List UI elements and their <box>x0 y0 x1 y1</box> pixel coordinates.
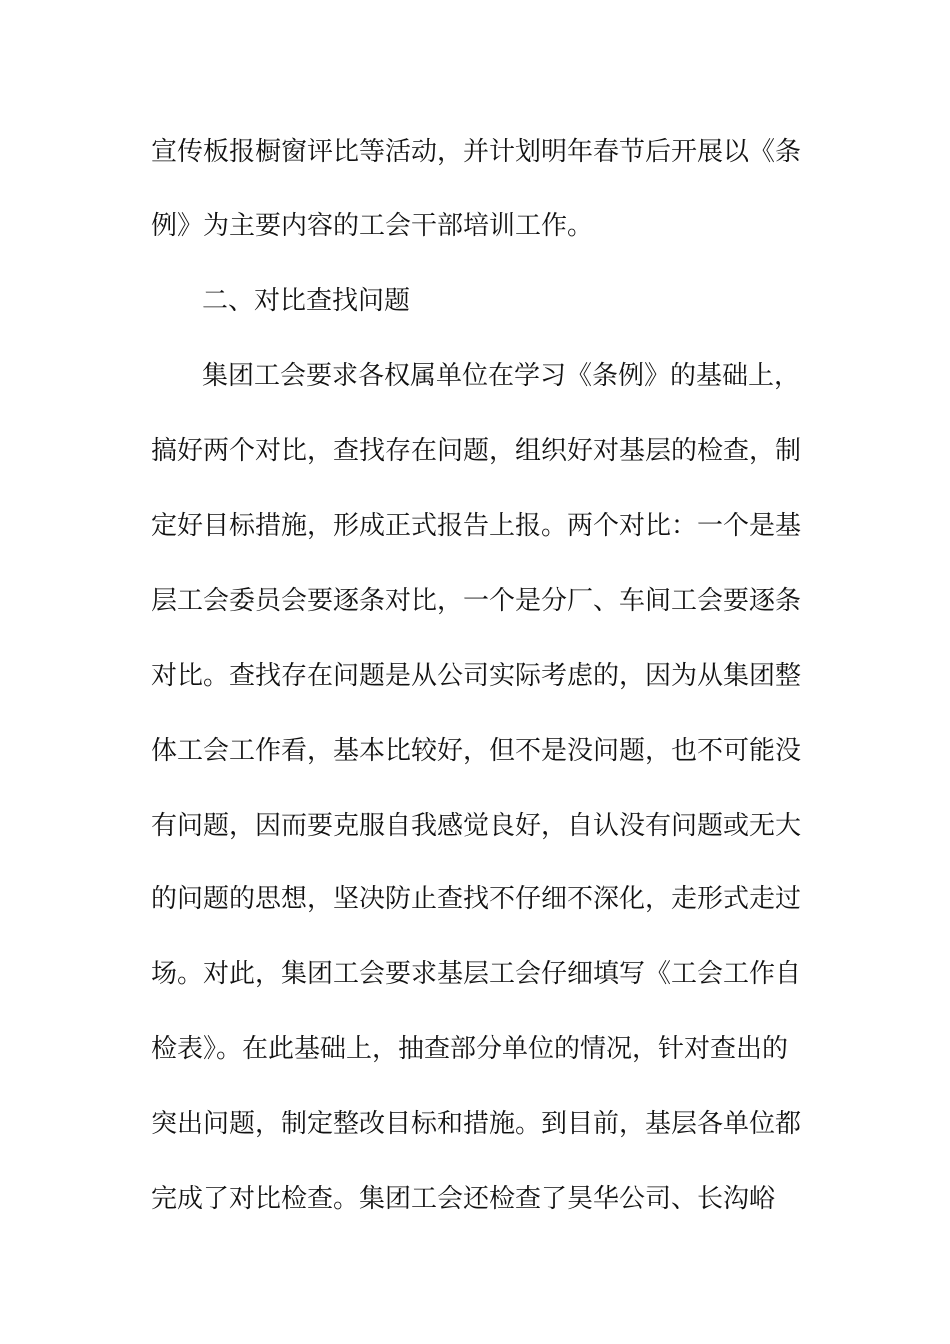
text-line-10: 有问题，因而要克服自我感觉良好，自认没有问题或无大 <box>151 811 802 841</box>
text-line-2: 例》为主要内容的工会干部培训工作。 <box>151 211 594 241</box>
text-line-6: 定好目标措施，形成正式报告上报。两个对比：一个是基 <box>151 511 802 541</box>
text-line-15: 完成了对比检查。集团工会还检查了昊华公司、长沟峪 <box>151 1184 776 1214</box>
text-line-13: 检表》。在此基础上，抽查部分单位的情况，针对查出的 <box>151 1034 789 1064</box>
text-line-8: 对比。查找存在问题是从公司实际考虑的，因为从集团整 <box>151 661 802 691</box>
text-line-5: 搞好两个对比，查找存在问题，组织好对基层的检查，制 <box>151 436 802 466</box>
section-heading: 二、对比查找问题 <box>202 286 411 316</box>
text-line-1: 宣传板报橱窗评比等活动，并计划明年春节后开展以《条 <box>151 137 802 167</box>
text-line-9: 体工会工作看，基本比较好，但不是没问题，也不可能没 <box>151 736 802 766</box>
text-line-12: 场。对此，集团工会要求基层工会仔细填写《工会工作自 <box>151 959 802 989</box>
text-line-4: 集团工会要求各权属单位在学习《条例》的基础上， <box>202 361 801 391</box>
text-line-14: 突出问题，制定整改目标和措施。到目前，基层各单位都 <box>151 1109 802 1139</box>
text-line-7: 层工会委员会要逐条对比，一个是分厂、车间工会要逐条 <box>151 586 802 616</box>
text-line-11: 的问题的思想，坚决防止查找不仔细不深化，走形式走过 <box>151 884 802 914</box>
